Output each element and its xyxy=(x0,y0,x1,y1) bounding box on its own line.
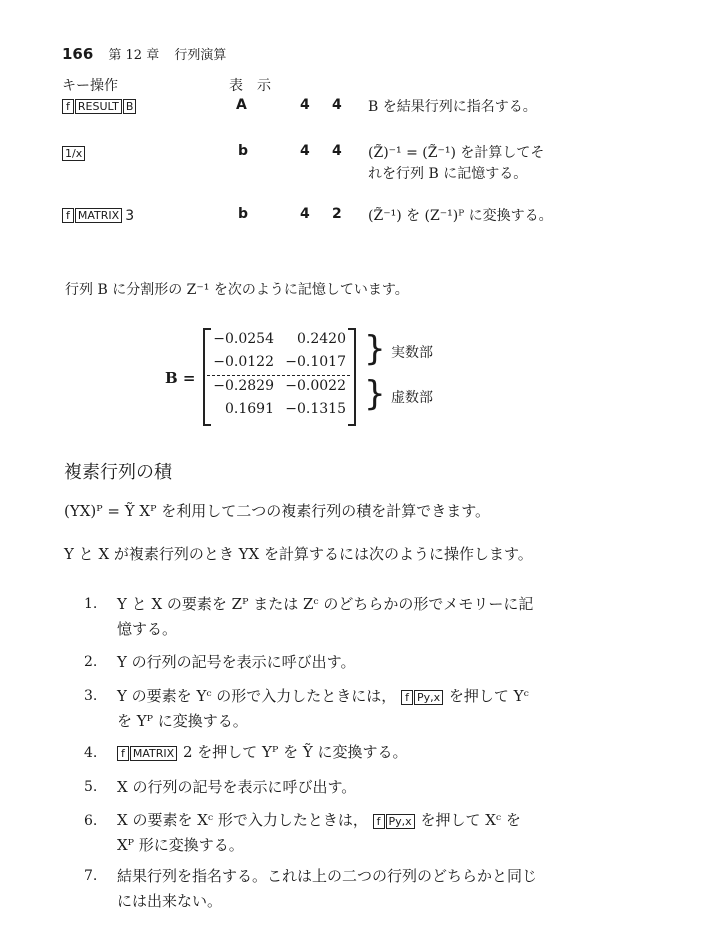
matrix-cell: −0.0254 xyxy=(213,331,274,347)
matrix-cell: −0.1017 xyxy=(285,354,346,370)
step-number: 4. xyxy=(84,745,98,761)
step-text: Y の行列の記号を表示に呼び出す。 xyxy=(117,653,356,671)
row-description-cont: れを行列 B に記憶する。 xyxy=(368,166,528,182)
chapter-label: 第 12 章 xyxy=(108,48,160,63)
real-part-brace: } xyxy=(364,329,386,369)
imag-part-brace: } xyxy=(364,374,386,414)
row-description: (Z̃⁻¹) を (Z⁻¹)ᴾ に変換する。 xyxy=(368,208,553,224)
key-digit: 3 xyxy=(125,208,135,224)
key-matrix: MATRIX xyxy=(130,746,177,761)
step-text-part: X の要素を Xᶜ 形で入力したときは， xyxy=(117,811,368,829)
step-number: 6. xyxy=(84,813,98,829)
intro-text: 行列 B に分割形の Z⁻¹ を次のように記憶しています。 xyxy=(65,282,409,298)
row-description: B を結果行列に指名する。 xyxy=(368,99,537,115)
display-cols: 4 xyxy=(332,97,342,113)
step-text-part: 2 を押して Yᴾ を Ỹ に変換する。 xyxy=(182,743,408,761)
formula-line: (YX)ᴾ = Ỹ Xᴾ を利用して二つの複素行列の積を計算できます。 xyxy=(64,502,491,520)
page-number: 166 xyxy=(62,45,94,63)
matrix-cell: −0.0022 xyxy=(285,378,346,394)
key-f: f xyxy=(373,814,385,829)
matrix-partition-line xyxy=(207,375,350,376)
column-header-display: 表 示 xyxy=(229,78,271,94)
display-cols: 2 xyxy=(332,206,342,222)
key-result: RESULT xyxy=(75,99,122,114)
step-number: 3. xyxy=(84,688,98,704)
display-cols: 4 xyxy=(332,143,342,159)
step-text xyxy=(117,685,529,706)
key-f: f xyxy=(117,746,129,761)
key-py-x: Py,x xyxy=(386,814,415,829)
matrix-label: B = xyxy=(165,369,196,387)
step-number: 2. xyxy=(84,654,98,670)
table-row xyxy=(62,143,86,162)
display-rows: 4 xyxy=(300,206,310,222)
imag-part-label: 虚数部 xyxy=(391,390,433,406)
table-row xyxy=(62,96,137,115)
display-letter: A xyxy=(236,97,247,113)
step-text: Y と X の要素を Zᴾ または Zᶜ のどちらかの形でメモリーに記 xyxy=(117,595,534,613)
key-reciprocal: 1/x xyxy=(62,146,85,161)
step-text-cont: Xᴾ 形に変換する。 xyxy=(117,836,244,854)
table-row xyxy=(62,205,134,224)
matrix-cell: −0.2829 xyxy=(213,378,274,394)
display-letter: b xyxy=(238,206,249,222)
step-number: 5. xyxy=(84,779,98,795)
display-rows: 4 xyxy=(300,143,310,159)
matrix-right-bracket xyxy=(348,328,356,426)
step-text-part: を押して Xᶜ を xyxy=(420,811,521,829)
step-text-part: を押して Yᶜ xyxy=(448,687,529,705)
key-f: f xyxy=(401,690,413,705)
step-text-cont: には出来ない。 xyxy=(117,892,223,910)
key-py-x: Py,x xyxy=(414,690,443,705)
section-title: 複素行列の積 xyxy=(64,462,172,483)
real-part-label: 実数部 xyxy=(391,345,433,361)
row-description: (Z̃)⁻¹ = (Z̃⁻¹) を計算してそ xyxy=(368,145,545,161)
step-text-part: Y の要素を Yᶜ の形で入力したときには， xyxy=(117,687,397,705)
display-letter: b xyxy=(238,143,249,159)
step-text-cont: 憶する。 xyxy=(117,620,178,638)
chapter-title: 行列演算 xyxy=(174,48,227,63)
column-header-keys: キー操作 xyxy=(62,78,118,94)
matrix-cell: −0.1315 xyxy=(285,401,346,417)
page-header xyxy=(62,44,226,63)
step-number: 1. xyxy=(84,596,98,612)
key-matrix: MATRIX xyxy=(75,208,122,223)
key-f: f xyxy=(62,99,74,114)
step-number: 7. xyxy=(84,868,98,884)
step-text-cont: を Yᴾ に変換する。 xyxy=(117,712,248,730)
step-text: X の行列の記号を表示に呼び出す。 xyxy=(117,778,357,796)
matrix-cell: −0.0122 xyxy=(213,354,274,370)
key-b: B xyxy=(123,99,137,114)
display-rows: 4 xyxy=(300,97,310,113)
step-text xyxy=(117,809,521,830)
step-text xyxy=(117,741,408,762)
key-f: f xyxy=(62,208,74,223)
lead-text: Y と X が複素行列のとき YX を計算するには次のように操作します。 xyxy=(64,545,533,563)
matrix-cell: 0.1691 xyxy=(225,401,274,417)
matrix-cell: 0.2420 xyxy=(297,331,346,347)
step-text: 結果行列を指名する。これは上の二つの行列のどちらかと同じ xyxy=(117,867,538,885)
